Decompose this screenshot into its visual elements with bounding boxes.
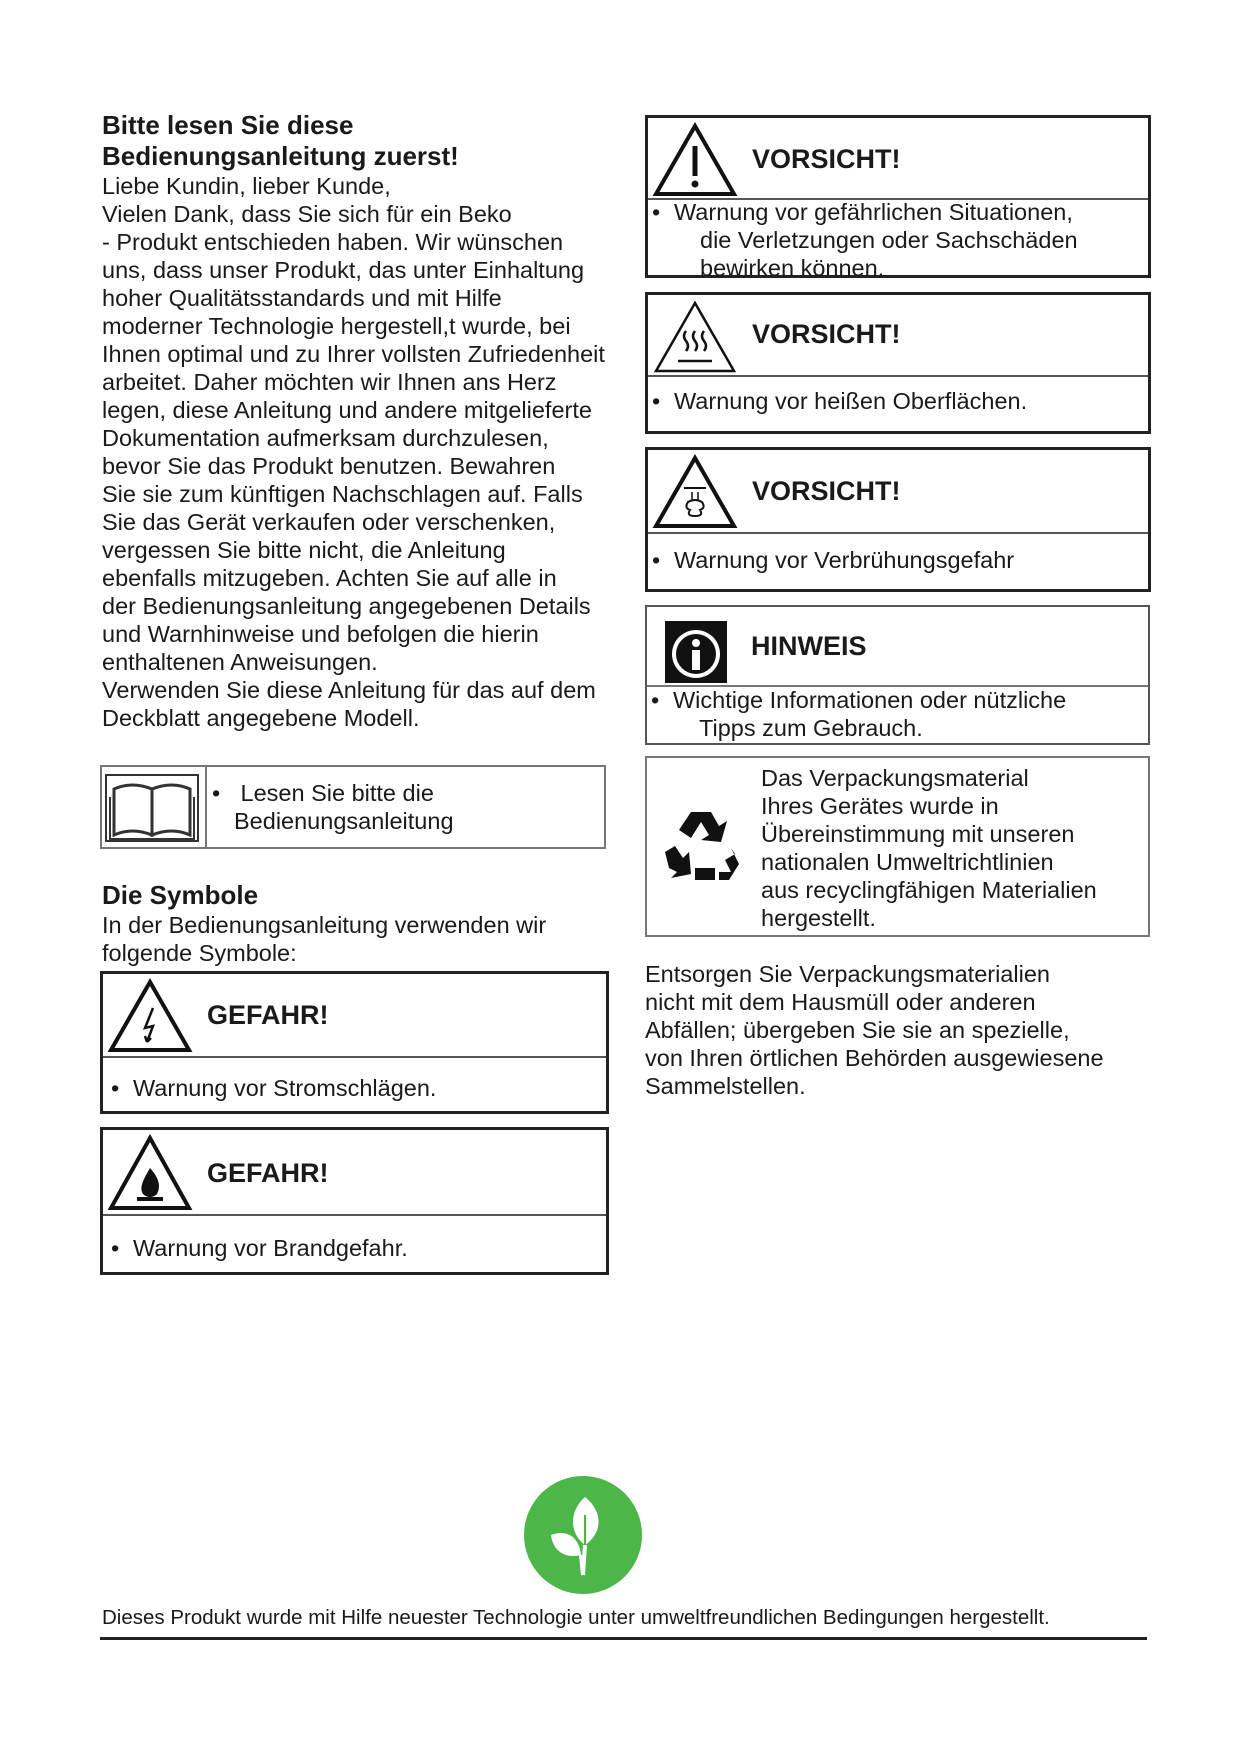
- danger-electric-box: GEFAHR! • Warnung vor Stromschlägen.: [100, 971, 609, 1114]
- intro-title: [102, 110, 459, 172]
- text-line: nationalen Umweltrichtlinien: [761, 849, 1054, 875]
- caution-scald-box: VORSICHT! • Warnung vor Verbrühungsgefahr: [645, 447, 1151, 592]
- text-line: enthaltenen Anweisungen.: [102, 649, 378, 675]
- text-line: Verwenden Sie diese Anleitung für das auf dem: [102, 677, 596, 703]
- box-text: Warnung vor heißen Oberflächen.: [674, 388, 1028, 414]
- disposal-text: [645, 960, 1104, 1100]
- scald-warning-icon: [652, 454, 738, 535]
- symbols-intro: [102, 911, 546, 967]
- text-line: Liebe Kundin, lieber Kunde,: [102, 173, 391, 199]
- read-manual-line: Bedienungsanleitung: [234, 808, 454, 834]
- footer-divider: [100, 1637, 1147, 1640]
- recycling-box: [645, 756, 1150, 937]
- text-line: nicht mit dem Hausmüll oder anderen: [645, 989, 1036, 1015]
- text-line: Übereinstimmung mit unseren: [761, 821, 1075, 847]
- box-title: GEFAHR!: [207, 1158, 329, 1188]
- box-title: VORSICHT!: [752, 319, 901, 349]
- box-text: Wichtige Informationen oder nützliche: [673, 687, 1067, 713]
- info-icon: [665, 621, 727, 688]
- text-line: von Ihren örtlichen Behörden ausgewiesene: [645, 1045, 1104, 1071]
- box-text: Warnung vor gefährlichen Situationen,: [674, 199, 1073, 225]
- box-text: Tipps zum Gebrauch.: [699, 715, 923, 741]
- note-box: HINWEIS • Wichtige Informationen oder nützliche Tipps zum Gebrauch.: [645, 605, 1150, 745]
- danger-fire-box: GEFAHR! • Warnung vor Brandgefahr.: [100, 1127, 609, 1275]
- read-manual-line: Lesen Sie bitte die: [240, 780, 434, 806]
- text-line: Deckblatt angegebene Modell.: [102, 705, 420, 731]
- box-text: Warnung vor Verbrühungsgefahr: [674, 547, 1015, 573]
- text-line: Sammelstellen.: [645, 1073, 806, 1099]
- caution-general-box: VORSICHT! • Warnung vor gefährlichen Situationen, die Verletzungen oder Sachschäden bewirken können.: [645, 115, 1151, 278]
- symbols-intro-line: folgende Symbole:: [102, 940, 297, 966]
- text-line: der Bedienungsanleitung angegebenen Details: [102, 593, 591, 619]
- text-line: ebenfalls mitzugeben. Achten Sie auf alle in: [102, 565, 557, 591]
- text-line: hergestellt.: [761, 905, 876, 931]
- intro-text: [102, 172, 622, 732]
- text-line: legen, diese Anleitung und andere mitgelieferte: [102, 397, 592, 423]
- intro-title-line: Bitte lesen Sie diese: [102, 110, 354, 140]
- text-line: hoher Qualitätsstandards und mit Hilfe: [102, 285, 502, 311]
- text-line: und Warnhinweise und befolgen die hierin: [102, 621, 539, 647]
- intro-title-line: Bedienungsanleitung zuerst!: [102, 141, 459, 171]
- fire-warning-icon: [107, 1134, 193, 1217]
- text-line: Dokumentation aufmerksam durchzulesen,: [102, 425, 549, 451]
- text-line: Ihnen optimal und zu Ihrer vollsten Zufriedenheit: [102, 341, 605, 367]
- box-title: GEFAHR!: [207, 1000, 329, 1030]
- eco-leaf-icon: [523, 1475, 643, 1600]
- text-line: uns, dass unser Produkt, das unter Einhaltung: [102, 257, 585, 283]
- text-line: Sie sie zum künftigen Nachschlagen auf. Falls: [102, 481, 583, 507]
- text-line: moderner Technologie hergestell,t wurde, bei: [102, 313, 571, 339]
- text-line: Entsorgen Sie Verpackungsmaterialien: [645, 961, 1050, 987]
- electric-shock-warning-icon: [107, 978, 193, 1059]
- text-line: - Produkt entschieden haben. Wir wünschen: [102, 229, 564, 255]
- recycling-icon: [661, 808, 741, 889]
- box-title: VORSICHT!: [752, 476, 901, 506]
- box-text: bewirken können.: [700, 255, 885, 281]
- text-line: vergessen Sie bitte nicht, die Anleitung: [102, 537, 506, 563]
- text-line: Ihres Gerätes wurde in: [761, 793, 999, 819]
- box-text: Warnung vor Brandgefahr.: [133, 1235, 408, 1261]
- text-line: aus recyclingfähigen Materialien: [761, 877, 1097, 903]
- exclamation-warning-icon: [652, 122, 738, 203]
- text-line: bevor Sie das Produkt benutzen. Bewahren: [102, 453, 556, 479]
- text-line: Vielen Dank, dass Sie sich für ein Beko: [102, 201, 512, 227]
- book-icon: [102, 767, 207, 847]
- box-title: VORSICHT!: [752, 144, 901, 174]
- box-text: Warnung vor Stromschlägen.: [133, 1075, 437, 1101]
- symbols-title: Die Symbole: [102, 880, 259, 910]
- box-title: HINWEIS: [751, 631, 867, 661]
- footer-text: Dieses Produkt wurde mit Hilfe neuester Technologie unter umweltfreundlichen Bedingungen hergestellt.: [102, 1606, 1050, 1629]
- box-text: die Verletzungen oder Sachschäden: [700, 227, 1078, 253]
- text-line: Abfällen; übergeben Sie sie an spezielle,: [645, 1017, 1070, 1043]
- text-line: Das Verpackungsmaterial: [761, 765, 1029, 791]
- caution-hot-surface-box: VORSICHT! • Warnung vor heißen Oberflächen.: [645, 292, 1151, 434]
- symbols-intro-line: In der Bedienungsanleitung verwenden wir: [102, 912, 547, 938]
- recycling-text: [761, 764, 1097, 932]
- text-line: arbeitet. Daher möchten wir Ihnen ans Herz: [102, 369, 557, 395]
- text-line: Sie das Gerät verkaufen oder verschenken,: [102, 509, 556, 535]
- read-manual-box: [100, 765, 606, 849]
- read-manual-text: • Lesen Sie bitte die Bedienungsanleitung: [212, 780, 454, 834]
- hot-surface-warning-icon: [652, 299, 738, 380]
